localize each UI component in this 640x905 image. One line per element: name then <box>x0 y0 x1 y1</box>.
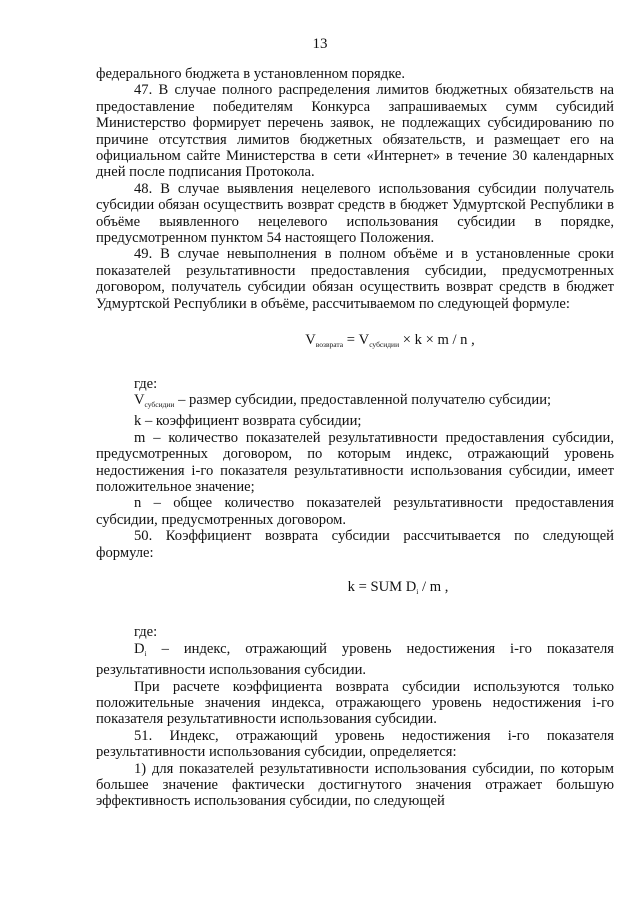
definition-v-text: – размер субсидии, предоставленной получателю субсидии; <box>174 391 552 408</box>
label-where-2: где: <box>134 624 158 641</box>
paragraph-48: 48. В случае выявления нецелевого использования субсидии получатель субсидии обязан осуществить возврат средств в бюджет Удмуртской Республики в объёме выявленного нецелевого использования субсидии в порядке, предусмотренном пунктом 54 настоящего Положения. <box>96 180 614 247</box>
formula2-main: k = SUM D <box>347 578 417 595</box>
formula2-rest: / m , <box>418 578 449 595</box>
definition-v-sub: субсидии <box>144 399 175 409</box>
paragraph-51-item-1: 1) для показателей результативности использования субсидии, по которым большее значение фактически достигнутого значения отражает большую эффективность использования субсидии, по следующей <box>96 760 614 810</box>
formula2-sub: i <box>416 586 419 596</box>
paragraph-47: 47. В случае полного распределения лимитов бюджетных обязательств на предоставление победителям Конкурса запрашиваемых сумм субсидий Министерство формирует перечень заявок, не подлежащих субсидированию по причине отсутствия лимитов бюджетных обязательств, и размещает его на официальном сайте Министерства в сети «Интернет» в течение 30 календарных дней после подписания Протокола. <box>96 82 614 181</box>
paragraph-51: 51. Индекс, отражающий уровень недостижения i-го показателя результативности использования субсидии, определяется: <box>96 727 614 761</box>
definition-v <box>96 392 614 413</box>
label-where-1: где: <box>134 375 158 392</box>
formula-refund-volume <box>96 332 614 353</box>
paragraph-note: При расчете коэффициента возврата субсидии используются только положительные значения индекса, отражающего уровень недостижения i-го показателя результативности использования субсидии. <box>96 678 614 728</box>
formula-sub-refund: возврата <box>315 340 344 350</box>
definition-d-symbol: D <box>134 640 145 657</box>
definition-n: n – общее количество показателей результативности предоставления субсидии, предусмотренных договором. <box>96 495 614 528</box>
definition-m: m – количество показателей результативности предоставления субсидии, предусмотренных договором, по которым индекс, отражающий уровень недостижения i-го показателя результативности использования субсидии, имеет положительное значение; <box>96 429 614 495</box>
formula-v: V <box>305 332 316 349</box>
definition-d <box>96 641 614 679</box>
formula-eq: = V <box>343 332 370 349</box>
formula-coefficient <box>96 579 614 600</box>
definition-k: k – коэффициент возврата субсидии; <box>134 413 362 430</box>
definition-v-symbol: V <box>134 391 145 408</box>
formula-rest: × k × m / n , <box>399 332 475 349</box>
formula-sub-subsidy: субсидии <box>369 340 400 350</box>
document-body <box>96 66 614 810</box>
paragraph-50: 50. Коэффициент возврата субсидии рассчитывается по следующей формуле: <box>96 528 614 561</box>
paragraph-49: 49. В случае невыполнения в полном объёме и в установленные сроки показателей результативности предоставления субсидии, предусмотренных договором, получатель субсидии обязан осуществить возврат средств в бюджет Удмуртской Республики в объёме, рассчитываемом по следующей формуле: <box>96 246 614 312</box>
paragraph-continuation: федерального бюджета в установленном порядке. <box>96 66 406 82</box>
definition-d-text: – индекс, отражающий уровень недостижения i-го показателя результативности использования субсидии. <box>96 640 614 679</box>
definition-d-sub: i <box>144 648 147 658</box>
page-number: 13 <box>312 36 328 52</box>
